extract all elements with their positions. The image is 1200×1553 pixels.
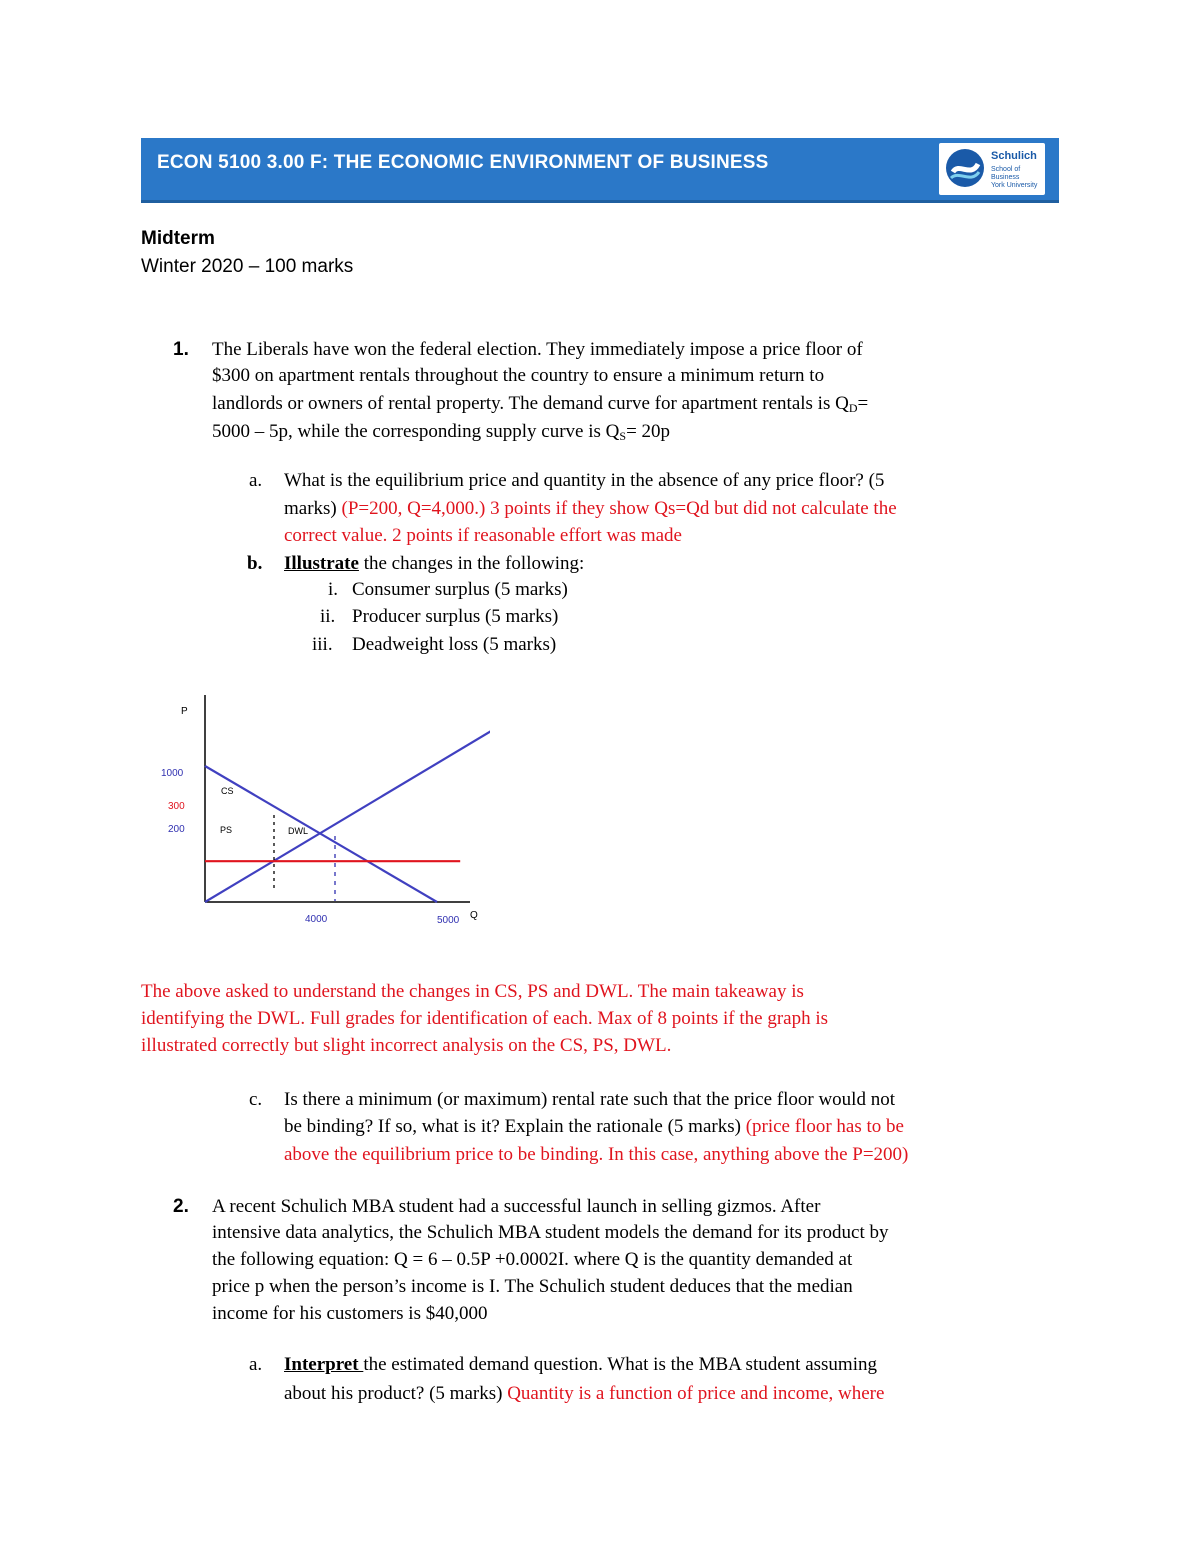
logo-name: Schulich (991, 150, 1037, 162)
q1c-line-3: above the equilibrium price to be binding. In this case, anything above the P=200) (284, 1144, 909, 1165)
q2-line-1: A recent Schulich MBA student had a successful launch in selling gizmos. After (212, 1196, 821, 1217)
q1a-label: a. (249, 470, 263, 491)
school-logo (939, 143, 1045, 195)
q2a-line-2: about his product? (5 marks) Quantity is a function of price and income, where (284, 1383, 885, 1404)
q1b-line: Illustrate the changes in the following: (284, 553, 585, 574)
exam-title: Midterm (141, 228, 215, 249)
q1-line-2: $300 on apartment rentals throughout the country to ensure a minimum return to (212, 365, 825, 386)
q1b-item-3: Deadweight loss (5 marks) (352, 634, 557, 655)
cs-label: CS (221, 786, 234, 796)
y-tick-1000: 1000 (161, 768, 184, 779)
logo-sub-line-1: School of Business (991, 166, 1021, 181)
x-axis-label: Q (470, 910, 478, 921)
q1c-line-1: Is there a minimum (or maximum) rental rate such that the price floor would not (284, 1089, 895, 1110)
course-title: ECON 5100 3.00 F: THE ECONOMIC ENVIRONMENT OF BUSINESS (157, 152, 769, 173)
q1a-line-1: What is the equilibrium price and quantity in the absence of any price floor? (5 (284, 470, 885, 491)
dwl-label: DWL (288, 826, 308, 836)
schulich-logo-icon (945, 148, 985, 188)
y-axis-label: P (181, 706, 188, 717)
q1b-item-2-num: ii. (320, 606, 336, 627)
q1b-label: b. (247, 553, 263, 574)
note-line-2: identifying the DWL. Full grades for identification of each. Max of 8 points if the graph is (141, 1008, 828, 1029)
q2a-label: a. (249, 1354, 263, 1375)
course-banner (141, 138, 1059, 203)
x-tick-4000: 4000 (305, 914, 328, 925)
q1b-item-2: Producer surplus (5 marks) (352, 606, 559, 627)
q2-line-2: intensive data analytics, the Schulich MBA student models the demand for its product by (212, 1222, 889, 1243)
q2-line-4: price p when the person’s income is I. The Schulich student deduces that the median (212, 1276, 853, 1297)
q1-line-3: landlords or owners of rental property. The demand curve for apartment rentals is $Q_D=$ (212, 393, 869, 415)
ps-label: PS (220, 825, 233, 835)
y-tick-200: 200 (168, 824, 185, 835)
q1c-label: c. (249, 1089, 263, 1110)
q1b-item-1: Consumer surplus (5 marks) (352, 579, 568, 600)
logo-subtitle (991, 166, 1045, 190)
logo-sub-line-2: York University (991, 182, 1038, 189)
note-line-3: illustrated correctly but slight incorrect analysis on the CS, PS, DWL. (141, 1035, 672, 1056)
exam-subtitle: Winter 2020 – 100 marks (141, 256, 354, 277)
q2-line-5: income for his customers is $40,000 (212, 1303, 488, 1324)
q1a-line-2: marks) (P=200, Q=4,000.) 3 points if they show Qs=Qd but did not calculate the (284, 498, 897, 519)
q2a-line-1: Interpret the estimated demand question. What is the MBA student assuming (284, 1354, 877, 1375)
q1b-item-1-num: i. (328, 579, 339, 600)
q1-number: 1. (173, 339, 189, 360)
q1-line-1: The Liberals have won the federal election. They immediately impose a price floor of (212, 339, 863, 360)
y-tick-300: 300 (168, 801, 185, 812)
q1b-item-3-num: iii. (312, 634, 333, 655)
supply-curve (205, 722, 490, 902)
note-line-1: The above asked to understand the changes in CS, PS and DWL. The main takeaway is (141, 981, 804, 1002)
q1c-line-2: be binding? If so, what is it? Explain the rationale (5 marks) (price floor has to be (284, 1116, 904, 1137)
x-tick-5000: 5000 (437, 915, 460, 926)
price-floor-graph (150, 690, 490, 935)
q1-line-4: 5000 – 5p, while the corresponding supply curve is $Q_S= 20p$ (212, 421, 671, 443)
q2-line-3: the following equation: Q = 6 – 0.5P +0.0002I. where Q is the quantity demanded at (212, 1249, 853, 1270)
q2-number: 2. (173, 1196, 189, 1217)
q1a-line-3: correct value. 2 points if reasonable effort was made (284, 525, 682, 546)
